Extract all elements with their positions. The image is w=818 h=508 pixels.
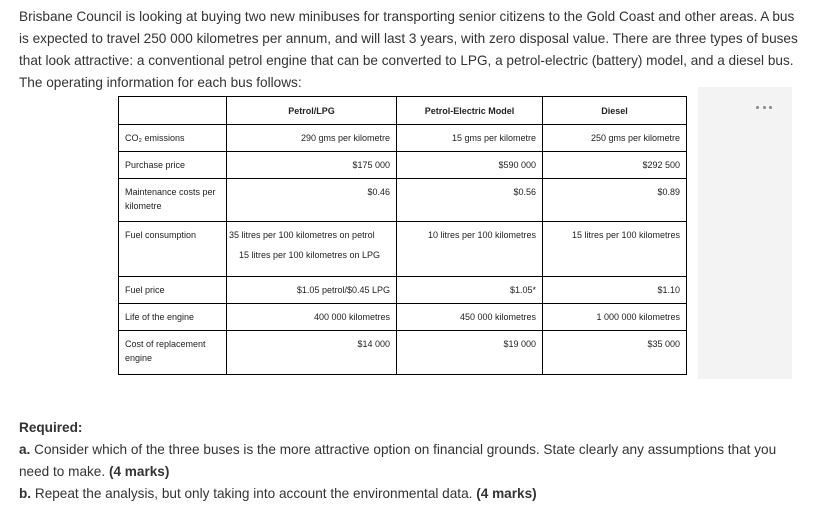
cell-diesel: $35 000 <box>543 331 687 375</box>
header-blank <box>119 97 227 125</box>
cell-diesel: $0.89 <box>543 179 687 222</box>
cell-electric: $19 000 <box>397 331 543 375</box>
question-a-marks: (4 marks) <box>108 464 170 479</box>
table-row <box>119 331 687 375</box>
cell-petrol-main: 35 litres per 100 kilometres on petrol <box>229 230 375 240</box>
row-label: Fuel price <box>119 277 227 304</box>
table-row <box>119 277 687 304</box>
cell-electric: 450 000 kilometres <box>397 304 543 331</box>
row-label: Life of the engine <box>119 304 227 331</box>
more-horizontal-icon[interactable] <box>756 102 772 112</box>
question-b-prefix: b. <box>19 486 32 501</box>
cell-petrol: $175 000 <box>227 152 397 179</box>
cell-electric: 15 gms per kilometre <box>397 125 543 152</box>
intro-paragraph: Brisbane Council is looking at buying two new minibuses for transporting senior citizens to the Gold Coast and other areas. A bus is expected to travel 250 000 kilometres per annum, and will last 3 years, with zero disposal value. There are three types of buses that look attractive: a conventional petrol engine that can be converted to LPG, a petrol-electric (battery) model, and a diesel bus. The operating information for each bus follows: <box>19 9 798 90</box>
question-a-prefix: a. <box>19 442 31 457</box>
row-label: Maintenance costs per kilometre <box>119 179 227 222</box>
table-header-row <box>119 97 687 125</box>
bus-comparison-table <box>118 96 687 375</box>
cell-petrol <box>227 222 397 277</box>
cell-diesel: $1.10 <box>543 277 687 304</box>
row-label: Purchase price <box>119 152 227 179</box>
question-a-text: Consider which of the three buses is the more attractive option on financial grounds. State clearly any assumptions that you need to make. <box>19 442 777 479</box>
cell-petrol: $0.46 <box>227 179 397 222</box>
required-section <box>19 417 804 505</box>
header-petrol-electric: Petrol-Electric Model <box>397 97 543 125</box>
cell-electric: $0.56 <box>397 179 543 222</box>
cell-diesel: 250 gms per kilometre <box>543 125 687 152</box>
cell-petrol: 290 gms per kilometre <box>227 125 397 152</box>
question-b <box>19 483 804 505</box>
cell-petrol: $14 000 <box>227 331 397 375</box>
cell-petrol: $1.05 petrol/$0.45 LPG <box>227 277 397 304</box>
cell-diesel: 15 litres per 100 kilometres <box>543 222 687 277</box>
row-label: CO₂ emissions <box>119 125 227 152</box>
table-row <box>119 152 687 179</box>
cell-petrol: 400 000 kilometres <box>227 304 397 331</box>
question-a <box>19 439 804 483</box>
cell-diesel: $292 500 <box>543 152 687 179</box>
bus-comparison-table-wrapper <box>118 96 687 375</box>
row-label: Fuel consumption <box>119 222 227 277</box>
side-panel <box>698 87 792 379</box>
question-b-text: Repeat the analysis, but only taking into account the environmental data. <box>34 486 473 501</box>
cell-electric: 10 litres per 100 kilometres <box>397 222 543 277</box>
question-b-marks: (4 marks) <box>476 486 537 501</box>
cell-electric: $1.05* <box>397 277 543 304</box>
cell-diesel: 1 000 000 kilometres <box>543 304 687 331</box>
header-petrol-lpg: Petrol/LPG <box>227 97 397 125</box>
table-row <box>119 304 687 331</box>
cell-petrol-sub: 15 litres per 100 kilometres on LPG <box>238 250 381 260</box>
row-label: Cost of replacement engine <box>119 331 227 375</box>
required-title: Required: <box>19 420 83 435</box>
header-diesel: Diesel <box>543 97 687 125</box>
cell-electric: $590 000 <box>397 152 543 179</box>
table-row <box>119 125 687 152</box>
table-row <box>119 222 687 277</box>
table-row <box>119 179 687 222</box>
